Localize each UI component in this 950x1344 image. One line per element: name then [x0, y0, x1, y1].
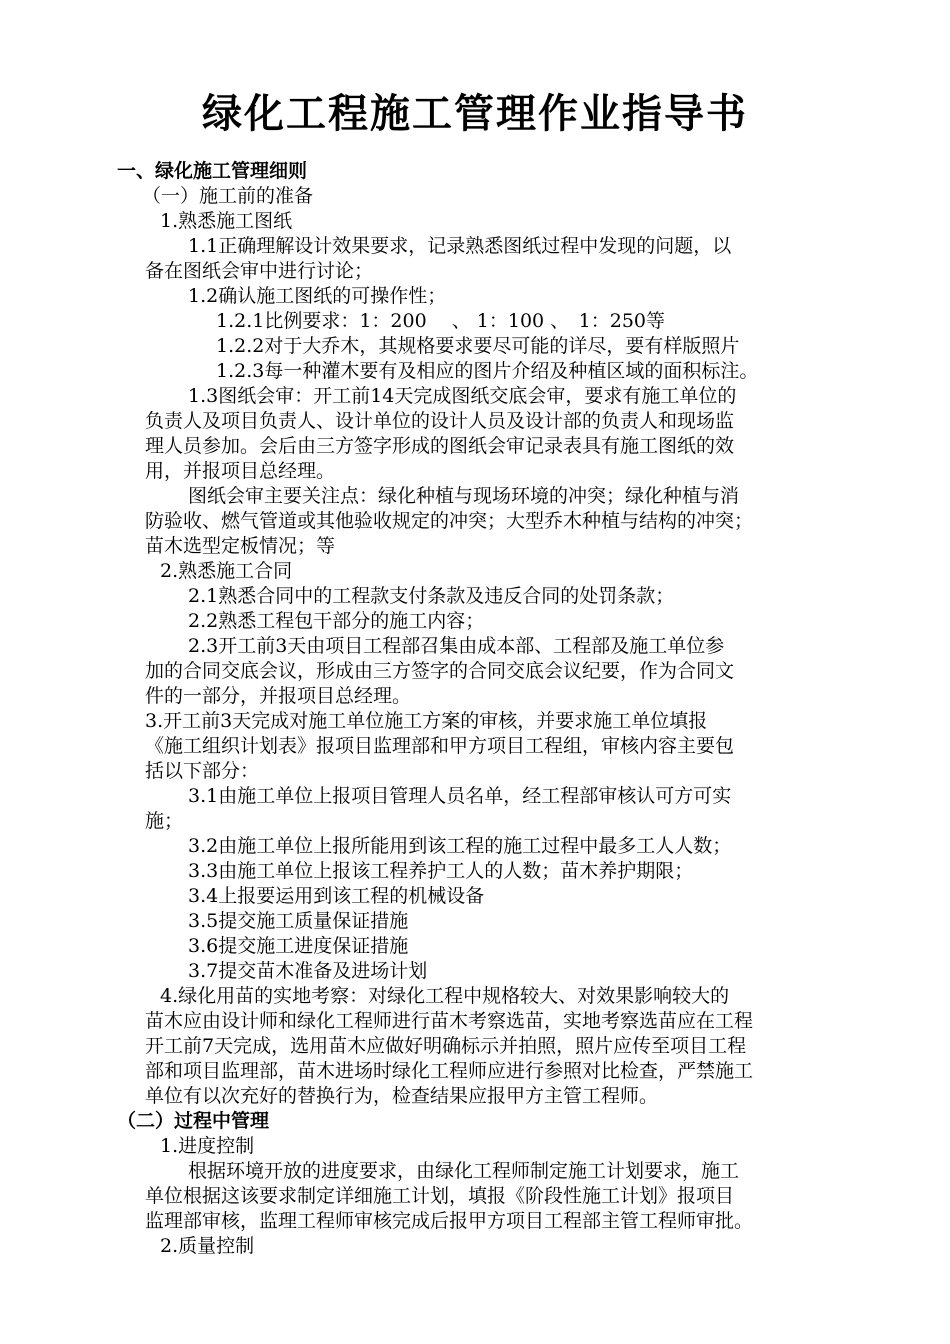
paragraph-line: 单位有以次充好的替换行为，检查结果应报甲方主管工程师。	[145, 1085, 659, 1107]
paragraph-line: 3.6提交施工进度保证措施	[188, 935, 409, 957]
paragraph-line: 施；	[145, 810, 184, 832]
paragraph-line: 苗木选型定板情况；等	[145, 535, 336, 557]
paragraph-line: 1.2确认施工图纸的可操作性；	[188, 285, 447, 307]
paragraph-line: 1.2.3每一种灌木要有及相应的图片介绍及种植区域的面积标注。	[216, 360, 759, 382]
paragraph-line: 图纸会审主要关注点：绿化种植与现场环境的冲突；绿化种植与消	[188, 485, 740, 507]
paragraph-line: 开工前7天完成，选用苗木应做好明确标示并拍照，照片应传至项目工程	[145, 1035, 747, 1057]
paragraph-line: 1.2.1比例要求：1：200 、 1：100 、 1：250等	[216, 310, 666, 332]
paragraph-line: 1.3图纸会审：开工前14天完成图纸交底会审，要求有施工单位的	[188, 385, 737, 407]
paragraph-line: 部和项目监理部，苗木进场时绿化工程师应进行参照对比检查，严禁施工	[145, 1060, 754, 1082]
paragraph-line: 4.绿化用苗的实地考察：对绿化工程中规格较大、对效果影响较大的	[160, 985, 730, 1007]
paragraph-line: 《施工组织计划表》报项目监理部和甲方项目工程组，审核内容主要包	[145, 735, 735, 757]
item-heading: 2.质量控制	[160, 1235, 255, 1257]
paragraph-line: 括以下部分：	[145, 760, 260, 782]
paragraph-line: 苗木应由设计师和绿化工程师进行苗木考察选苗，实地考察选苗应在工程	[145, 1010, 754, 1032]
paragraph-line: 2.3开工前3天由项目工程部召集由成本部、工程部及施工单位参	[188, 635, 725, 657]
paragraph-line: 负责人及项目负责人、设计单位的设计人员及设计部的负责人和现场监	[145, 410, 735, 432]
document-title: 绿化工程施工管理作业指导书	[202, 91, 748, 137]
paragraph-line: 2.2熟悉工程包干部分的施工内容；	[188, 610, 485, 632]
paragraph-line: 理人员参加。会后由三方签字形成的图纸会审记录表具有施工图纸的效	[145, 435, 735, 457]
section-heading: 一、绿化施工管理细则	[117, 160, 308, 182]
subsection-heading: （二）过程中管理	[117, 1110, 270, 1132]
paragraph-line: 3.2由施工单位上报所能用到该工程的施工过程中最多工人人数；	[188, 835, 732, 857]
paragraph-line: 3.4上报要运用到该工程的机械设备	[188, 885, 485, 907]
paragraph-line: 件的一部分，并报项目总经理。	[145, 685, 412, 707]
paragraph-line: 3.3由施工单位上报该工程养护工人的人数；苗木养护期限；	[188, 860, 694, 882]
paragraph-line: 防验收、燃气管道或其他验收规定的冲突；大型乔木种植与结构的冲突；	[145, 510, 754, 532]
paragraph-line: 3.7提交苗木准备及进场计划	[188, 960, 428, 982]
paragraph-line: 备在图纸会审中进行讨论；	[145, 260, 374, 282]
item-heading: 1.进度控制	[160, 1135, 255, 1157]
subsection-heading: （一）施工前的准备	[142, 185, 314, 207]
paragraph-line: 根据环境开放的进度要求，由绿化工程师制定施工计划要求，施工	[188, 1160, 740, 1182]
item-heading: 1.熟悉施工图纸	[160, 210, 293, 232]
paragraph-line: 监理部审核，监理工程师审核完成后报甲方项目工程部主管工程师审批。	[145, 1210, 754, 1232]
paragraph-line: 单位根据这该要求制定详细施工计划，填报《阶段性施工计划》报项目	[145, 1185, 735, 1207]
paragraph-line: 用，并报项目总经理。	[145, 460, 336, 482]
paragraph-line: 加的合同交底会议，形成由三方签字的合同交底会议纪要，作为合同文	[145, 660, 735, 682]
paragraph-line: 3.5提交施工质量保证措施	[188, 910, 409, 932]
paragraph-line: 1.2.2对于大乔木，其规格要求要尽可能的详尽，要有样版照片	[216, 335, 740, 357]
item-heading: 2.熟悉施工合同	[160, 560, 293, 582]
paragraph-line: 3.1由施工单位上报项目管理人员名单，经工程部审核认可方可实	[188, 785, 732, 807]
paragraph-line: 3.开工前3天完成对施工单位施工方案的审核，并要求施工单位填报	[145, 710, 708, 732]
paragraph-line: 1.1正确理解设计效果要求，记录熟悉图纸过程中发现的问题，以	[188, 235, 732, 257]
paragraph-line: 2.1熟悉合同中的工程款支付条款及违反合同的处罚条款；	[188, 585, 675, 607]
